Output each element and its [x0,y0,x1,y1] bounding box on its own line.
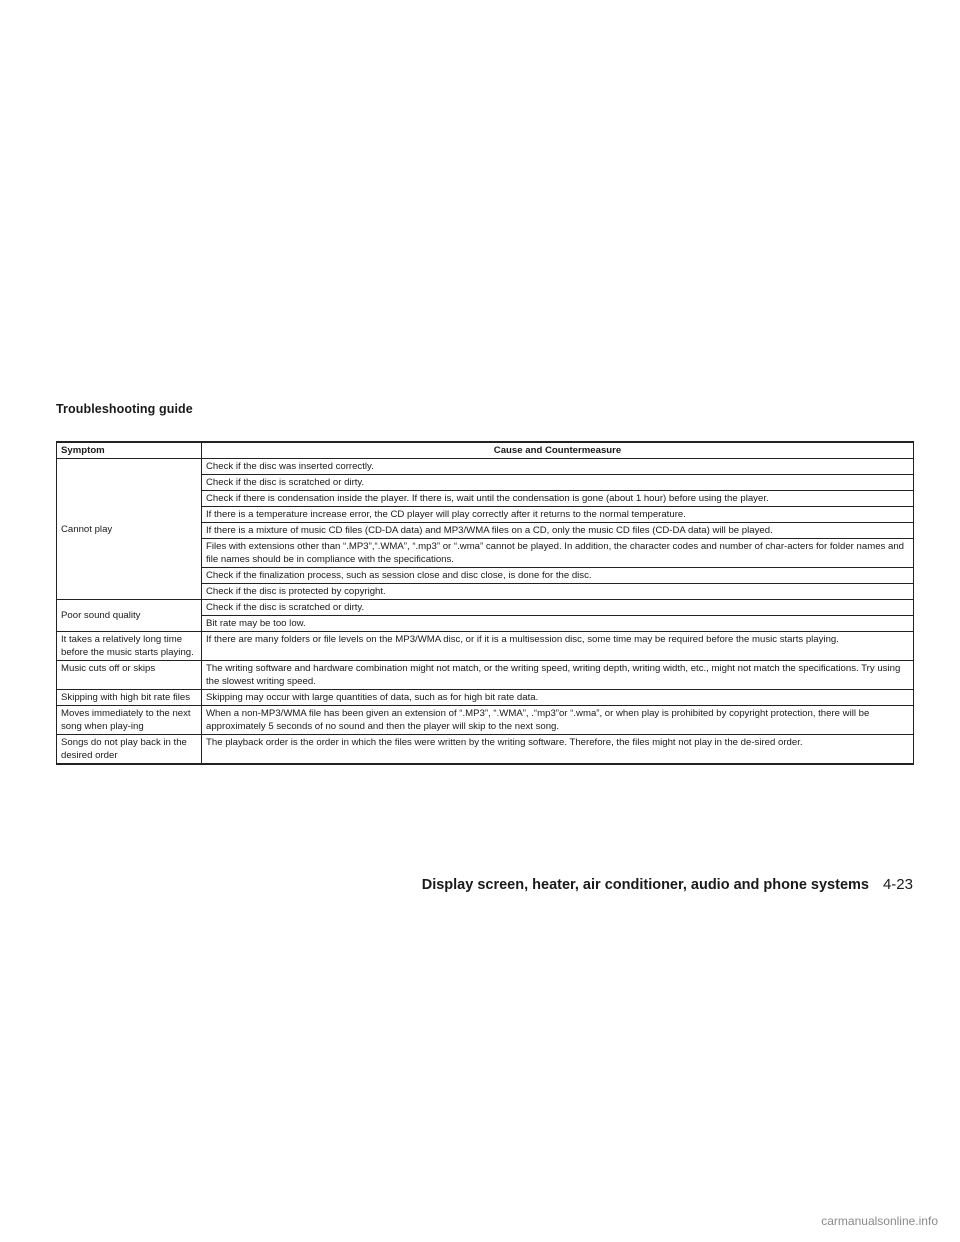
cause-cell: When a non-MP3/WMA file has been given an extension of “.MP3”, “.WMA”, .“mp3”or “.wma”, or when play is prohibited by copyright protection, there will be approximately 5 seconds of no sound and then the player will skip to the next song. [202,706,914,735]
cause-cell: Check if the disc was inserted correctly. [202,459,914,475]
cause-cell: Check if the disc is protected by copyright. [202,584,914,600]
table-header-row [57,442,914,459]
table-row [57,735,914,765]
cause-cell: The writing software and hardware combination might not match, or the writing speed, writing depth, writing width, etc., might not match the specifications. Try using the slowest writing speed. [202,661,914,690]
table-row [57,600,914,616]
header-symptom: Symptom [57,442,202,459]
troubleshooting-table [56,441,914,765]
cause-cell: If there are many folders or file levels on the MP3/WMA disc, or if it is a multisession disc, some time may be required before the music starts playing. [202,632,914,661]
cause-cell: If there is a mixture of music CD files (CD-DA data) and MP3/WMA files on a CD, only the music CD files (CD-DA data) will be played. [202,523,914,539]
footer-section-title: Display screen, heater, air conditioner, audio and phone systems [421,877,869,893]
section-title: Troubleshooting guide [56,402,193,416]
table-row [57,690,914,706]
cause-cell: Check if the finalization process, such as session close and disc close, is done for the disc. [202,568,914,584]
page-number: 4-23 [882,876,913,893]
symptom-cell: Poor sound quality [57,600,202,632]
table-row [57,459,914,475]
table-row [57,706,914,735]
cause-cell: Check if there is condensation inside the player. If there is, wait until the condensation is gone (about 1 hour) before using the player. [202,491,914,507]
cause-cell: Bit rate may be too low. [202,616,914,632]
symptom-cell: It takes a relatively long time before the music starts playing. [57,632,202,661]
cause-cell: Files with extensions other than “.MP3”,“.WMA”, “.mp3” or “.wma” cannot be played. In addition, the character codes and number of char-acters for folder names and file names should be in compliance with the specifications. [202,539,914,568]
symptom-cell: Skipping with high bit rate files [57,690,202,706]
header-cause: Cause and Countermeasure [202,442,914,459]
cause-cell: Check if the disc is scratched or dirty. [202,475,914,491]
table-row [57,661,914,690]
symptom-cell: Music cuts off or skips [57,661,202,690]
symptom-cell: Cannot play [57,459,202,600]
cause-cell: Skipping may occur with large quantities of data, such as for high bit rate data. [202,690,914,706]
symptom-cell: Moves immediately to the next song when play-ing [57,706,202,735]
cause-cell: If there is a temperature increase error, the CD player will play correctly after it returns to the normal temperature. [202,507,914,523]
table-row [57,632,914,661]
page-footer [422,876,913,893]
symptom-cell: Songs do not play back in the desired order [57,735,202,765]
cause-cell: Check if the disc is scratched or dirty. [202,600,914,616]
cause-cell: The playback order is the order in which the files were written by the writing software. Therefore, the files might not play in the de-sired order. [202,735,914,765]
watermark: carmanualsonline.info [821,1214,938,1228]
